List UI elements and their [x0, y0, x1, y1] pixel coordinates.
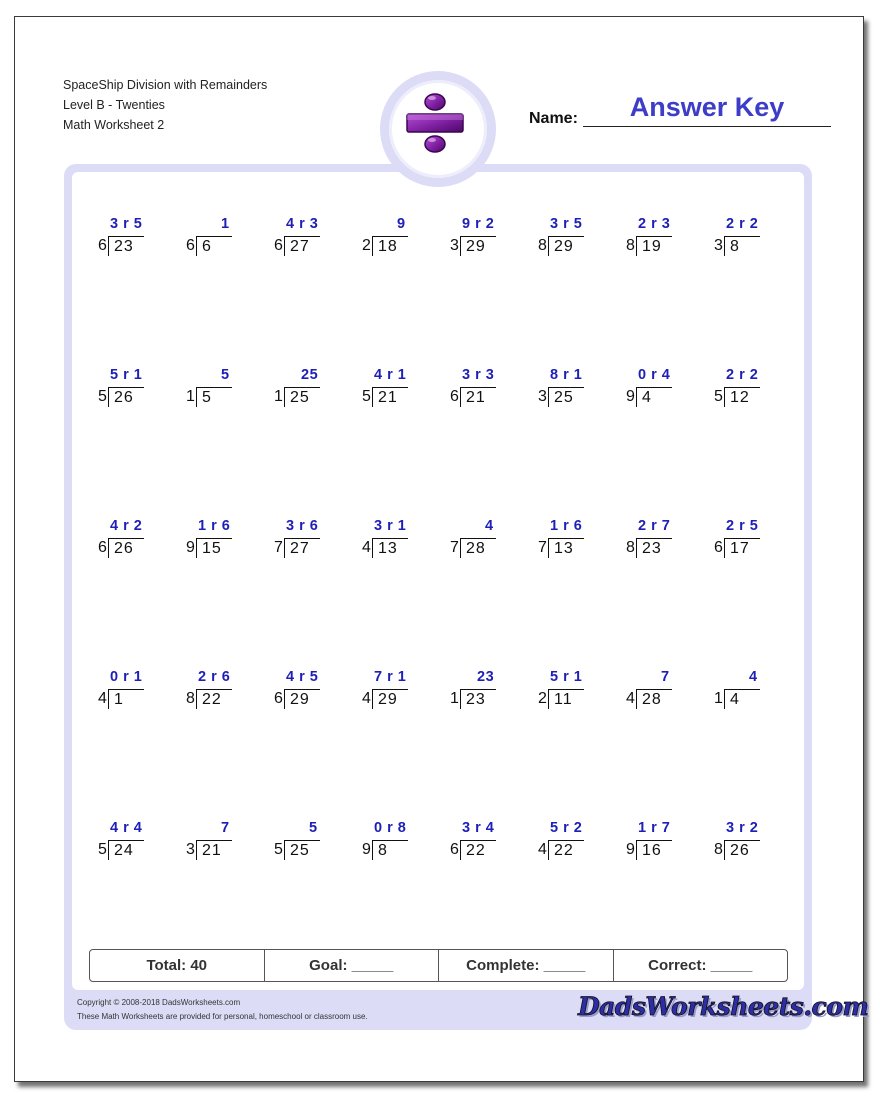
- division-problem: [362, 367, 442, 413]
- brand-logo: DadsWorksheets.com: [578, 992, 869, 1021]
- quotient-answer: 1 r 7: [638, 820, 671, 836]
- divisor: 6: [450, 841, 459, 858]
- division-problem: [274, 367, 354, 413]
- goal-cell[interactable]: Goal: _____: [265, 950, 440, 981]
- quotient-answer: 8 r 1: [550, 367, 583, 383]
- dividend: 29: [548, 236, 584, 256]
- dividend: 15: [196, 538, 232, 558]
- dividend: 28: [460, 538, 496, 558]
- division-problem: [362, 518, 442, 564]
- dividend: 21: [196, 840, 232, 860]
- division-problem: [714, 518, 794, 564]
- dividend: 13: [372, 538, 408, 558]
- divisor: 4: [626, 690, 635, 707]
- division-icon: [398, 88, 478, 168]
- quotient-answer: 9 r 2: [462, 216, 495, 232]
- division-problem: [626, 820, 706, 866]
- division-problem: [186, 216, 266, 262]
- copyright-line: Copyright © 2008-2018 DadsWorksheets.com: [77, 998, 241, 1007]
- division-problem: [274, 820, 354, 866]
- dividend: 24: [108, 840, 144, 860]
- quotient-answer: 23: [477, 669, 495, 685]
- division-problem: [362, 216, 442, 262]
- divisor: 7: [450, 539, 459, 556]
- divisor: 4: [362, 539, 371, 556]
- quotient-answer: 2 r 3: [638, 216, 671, 232]
- complete-cell[interactable]: Complete: _____: [439, 950, 614, 981]
- name-label: Name:: [529, 110, 578, 127]
- division-problem: [186, 820, 266, 866]
- quotient-answer: 7: [221, 820, 230, 836]
- dividend: 25: [284, 840, 320, 860]
- quotient-answer: 2 r 2: [726, 367, 759, 383]
- dividend: 21: [372, 387, 408, 407]
- divisor: 8: [626, 539, 635, 556]
- divisor: 6: [186, 237, 195, 254]
- division-problem: [98, 367, 178, 413]
- total-cell: Total: 40: [90, 950, 265, 981]
- quotient-answer: 2 r 5: [726, 518, 759, 534]
- quotient-answer: 9: [397, 216, 406, 232]
- quotient-answer: 3 r 4: [462, 820, 495, 836]
- divisor: 2: [538, 690, 547, 707]
- divisor: 8: [538, 237, 547, 254]
- usage-note: These Math Worksheets are provided for personal, homeschool or classroom use.: [77, 1012, 368, 1021]
- division-problem: [714, 216, 794, 262]
- divisor: 6: [274, 690, 283, 707]
- dividend: 12: [724, 387, 760, 407]
- divisor: 4: [98, 690, 107, 707]
- score-table: [89, 949, 788, 982]
- divisor: 6: [714, 539, 723, 556]
- dividend: 29: [372, 689, 408, 709]
- dividend: 23: [108, 236, 144, 256]
- quotient-answer: 5 r 2: [550, 820, 583, 836]
- divisor: 5: [714, 388, 723, 405]
- quotient-answer: 4: [485, 518, 494, 534]
- quotient-answer: 1: [221, 216, 230, 232]
- dividend: 26: [108, 538, 144, 558]
- dividend: 5: [196, 387, 232, 407]
- dividend: 27: [284, 236, 320, 256]
- divisor: 9: [186, 539, 195, 556]
- division-problem: [98, 820, 178, 866]
- quotient-answer: 4 r 4: [110, 820, 143, 836]
- quotient-answer: 7 r 1: [374, 669, 407, 685]
- divisor: 5: [274, 841, 283, 858]
- dividend: 8: [372, 840, 408, 860]
- division-problem: [186, 367, 266, 413]
- divisor: 9: [626, 841, 635, 858]
- quotient-answer: 4 r 3: [286, 216, 319, 232]
- quotient-answer: 5 r 1: [550, 669, 583, 685]
- divisor: 4: [538, 841, 547, 858]
- quotient-answer: 1 r 6: [198, 518, 231, 534]
- divisor: 3: [186, 841, 195, 858]
- dividend: 4: [636, 387, 672, 407]
- quotient-answer: 3 r 2: [726, 820, 759, 836]
- dividend: 25: [548, 387, 584, 407]
- quotient-answer: 2 r 6: [198, 669, 231, 685]
- dividend: 11: [548, 689, 584, 709]
- division-problem: [626, 518, 706, 564]
- dividend: 8: [724, 236, 760, 256]
- divisor: 7: [274, 539, 283, 556]
- answer-key-text: Answer Key: [629, 92, 785, 122]
- division-problem: [626, 367, 706, 413]
- division-problem: [274, 669, 354, 715]
- division-problem: [98, 216, 178, 262]
- division-problem: [626, 669, 706, 715]
- quotient-answer: 3 r 3: [462, 367, 495, 383]
- dividend: 6: [196, 236, 232, 256]
- dividend: 13: [548, 538, 584, 558]
- worksheet-title: SpaceShip Division with Remainders: [63, 78, 268, 92]
- dividend: 22: [460, 840, 496, 860]
- quotient-answer: 0 r 4: [638, 367, 671, 383]
- quotient-answer: 7: [661, 669, 670, 685]
- divisor: 1: [186, 388, 195, 405]
- division-problem: [450, 367, 530, 413]
- divisor: 6: [450, 388, 459, 405]
- dividend: 16: [636, 840, 672, 860]
- dividend: 18: [372, 236, 408, 256]
- division-problem: [98, 518, 178, 564]
- division-problem: [362, 820, 442, 866]
- quotient-answer: 3 r 1: [374, 518, 407, 534]
- divisor: 2: [362, 237, 371, 254]
- divisor: 5: [362, 388, 371, 405]
- divisor: 8: [714, 841, 723, 858]
- quotient-answer: 4 r 2: [110, 518, 143, 534]
- division-problem: [274, 216, 354, 262]
- dividend: 22: [548, 840, 584, 860]
- quotient-answer: 2 r 7: [638, 518, 671, 534]
- divisor: 1: [274, 388, 283, 405]
- quotient-answer: 5: [309, 820, 318, 836]
- dividend: 1: [108, 689, 144, 709]
- dividend: 22: [196, 689, 232, 709]
- divisor: 7: [538, 539, 547, 556]
- division-problem: [714, 367, 794, 413]
- quotient-answer: 25: [301, 367, 319, 383]
- division-problem: [538, 216, 618, 262]
- division-problem: [626, 216, 706, 262]
- division-problem: [450, 820, 530, 866]
- division-problem: [98, 669, 178, 715]
- divisor: 5: [98, 388, 107, 405]
- division-problem: [186, 669, 266, 715]
- dividend: 23: [636, 538, 672, 558]
- divisor: 3: [538, 388, 547, 405]
- dividend: 26: [724, 840, 760, 860]
- dividend: 25: [284, 387, 320, 407]
- divisor: 8: [626, 237, 635, 254]
- divisor: 9: [626, 388, 635, 405]
- dividend: 17: [724, 538, 760, 558]
- division-problem: [538, 669, 618, 715]
- division-problem: [362, 669, 442, 715]
- divisor: 6: [274, 237, 283, 254]
- quotient-answer: 3 r 5: [110, 216, 143, 232]
- divisor: 3: [714, 237, 723, 254]
- dividend: 29: [460, 236, 496, 256]
- dividend: 27: [284, 538, 320, 558]
- dividend: 19: [636, 236, 672, 256]
- quotient-answer: 5 r 1: [110, 367, 143, 383]
- division-problem: [450, 518, 530, 564]
- divisor: 3: [450, 237, 459, 254]
- quotient-answer: 0 r 8: [374, 820, 407, 836]
- divisor: 5: [98, 841, 107, 858]
- dividend: 23: [460, 689, 496, 709]
- quotient-answer: 4 r 5: [286, 669, 319, 685]
- correct-cell[interactable]: Correct: _____: [648, 957, 753, 974]
- worksheet-level: Level B - Twenties: [63, 98, 165, 112]
- division-problem: [450, 669, 530, 715]
- division-problem: [538, 820, 618, 866]
- dividend: 4: [724, 689, 760, 709]
- worksheet-number: Math Worksheet 2: [63, 118, 165, 132]
- divisor: 8: [186, 690, 195, 707]
- quotient-answer: 5: [221, 367, 230, 383]
- division-problem: [538, 367, 618, 413]
- quotient-answer: 1 r 6: [550, 518, 583, 534]
- division-problem: [274, 518, 354, 564]
- dividend: 29: [284, 689, 320, 709]
- quotient-answer: 2 r 2: [726, 216, 759, 232]
- divisor: 1: [714, 690, 723, 707]
- division-problem: [186, 518, 266, 564]
- name-field[interactable]: [583, 126, 831, 127]
- quotient-answer: 3 r 5: [550, 216, 583, 232]
- divisor: 6: [98, 237, 107, 254]
- divisor: 9: [362, 841, 371, 858]
- dividend: 26: [108, 387, 144, 407]
- division-problem: [714, 820, 794, 866]
- dividend: 28: [636, 689, 672, 709]
- quotient-answer: 4 r 1: [374, 367, 407, 383]
- divisor: 4: [362, 690, 371, 707]
- quotient-answer: 0 r 1: [110, 669, 143, 685]
- division-problem: [450, 216, 530, 262]
- quotient-answer: 4: [749, 669, 758, 685]
- division-problem: [538, 518, 618, 564]
- problem-area: [72, 172, 804, 990]
- divisor: 1: [450, 690, 459, 707]
- divisor: 6: [98, 539, 107, 556]
- quotient-answer: 3 r 6: [286, 518, 319, 534]
- division-problem: [714, 669, 794, 715]
- dividend: 21: [460, 387, 496, 407]
